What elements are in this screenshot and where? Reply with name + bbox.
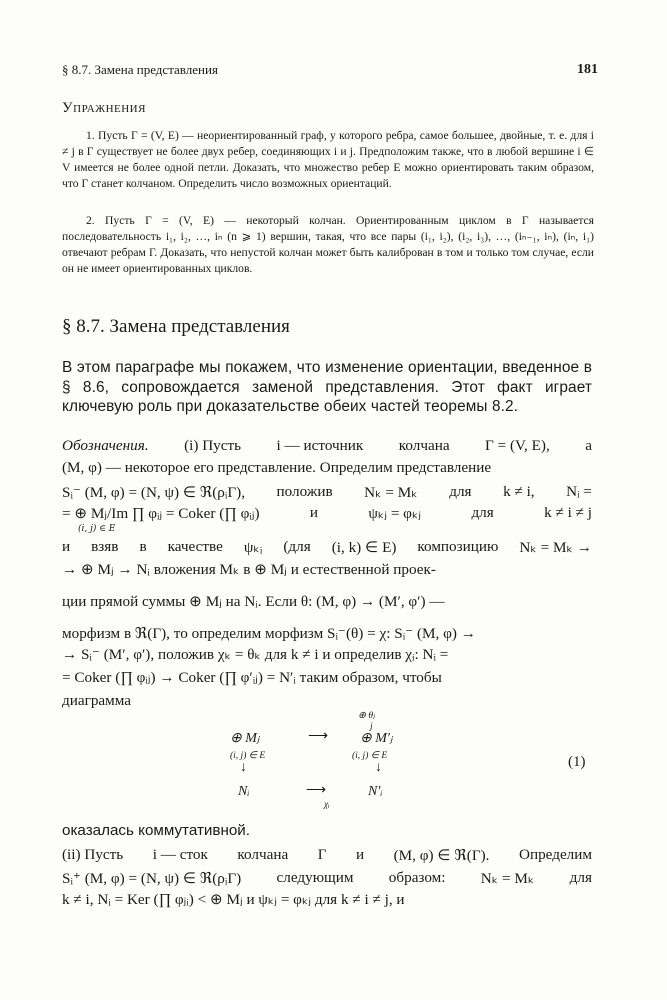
text-fragment: и xyxy=(355,846,365,863)
closing-line: оказалась коммутативной. xyxy=(62,822,250,839)
text-fragment: (ii) Пусть xyxy=(62,846,124,863)
commutative-diagram xyxy=(200,708,600,818)
top-left-node: ⊕ Mⱼ xyxy=(230,731,260,746)
arrow-down-icon: ↓ xyxy=(375,760,382,775)
exercises-heading: Упражнения xyxy=(62,100,146,116)
text-fragment: для xyxy=(471,504,494,521)
text-fragment: взяв xyxy=(91,538,119,555)
text-fragment: Определим xyxy=(518,846,592,863)
text-fragment: колчана xyxy=(237,846,289,863)
text-fragment: i — источник xyxy=(276,437,364,454)
body-line-1 xyxy=(62,437,592,455)
text-fragment: Nₖ = Mₖ → xyxy=(519,539,592,556)
text-fragment: композицию xyxy=(417,538,499,555)
body-line-11: диаграмма xyxy=(62,692,132,709)
text-fragment: k ≠ i ≠ j xyxy=(544,504,592,521)
bottom-left-node: Nᵢ xyxy=(238,784,250,799)
text-fragment: и xyxy=(62,538,71,555)
arrow-right-icon: ⟶ xyxy=(308,729,329,744)
body-line-4 xyxy=(62,504,592,523)
body-line-2: (M, φ) — некоторое его представление. Определим представление xyxy=(62,459,492,476)
text-fragment: Sᵢ⁻ (M, φ) = (N, ψ) ∈ ℜ(ρᵢΓ), xyxy=(62,484,246,501)
bottom-arrow-label: χᵢ xyxy=(324,800,330,810)
text-fragment: k ≠ i, xyxy=(503,483,535,500)
text-fragment: колчана xyxy=(398,437,450,454)
text-fragment: Nₖ = Mₖ xyxy=(480,870,535,887)
top-right-node: ⊕ M′ⱼ xyxy=(360,731,393,746)
text-fragment: ψₖᵢ xyxy=(243,539,263,556)
sum-index: (i, j) ∈ E xyxy=(78,524,116,534)
body-line-5 xyxy=(62,538,592,557)
text-fragment: Nₖ = Mₖ xyxy=(364,484,418,501)
bottom-right-node: N′ᵢ xyxy=(368,784,383,799)
text-fragment: образом: xyxy=(388,869,446,886)
top-arrow-index: j xyxy=(370,722,373,732)
text-fragment: для xyxy=(569,869,592,886)
text-fragment: (i, k) ∈ E) xyxy=(331,539,397,556)
text-fragment: = ⊕ Mⱼ/Im ∏ φᵢⱼ = Coker (∏ φᵢⱼ) xyxy=(62,505,260,522)
body-line-6: → ⊕ Mⱼ → Nᵢ вложения Mₖ в ⊕ Mⱼ и естественной проек- xyxy=(62,561,436,578)
text-fragment: качестве xyxy=(167,538,223,555)
top-left-index: (i, j) ∈ E xyxy=(230,751,266,761)
arrow-right-icon: ⟶ xyxy=(306,783,327,798)
running-head-title: § 8.7. Замена представления xyxy=(62,62,218,77)
text-fragment: i — сток xyxy=(152,846,208,863)
running-head xyxy=(62,62,598,78)
body-line-14: k ≠ i, Nᵢ = Ker (∏ φⱼᵢ) < ⊕ Mⱼ и ψₖⱼ = φₖⱼ для k ≠ i ≠ j, и xyxy=(62,891,405,908)
text-fragment: а xyxy=(585,437,592,454)
text-fragment: (для xyxy=(283,538,311,555)
text-fragment: Γ = (V, E), xyxy=(485,437,550,454)
section-title: § 8.7. Замена представления xyxy=(62,316,290,337)
body-line-10: = Coker (∏ φᵢⱼ) → Coker (∏ φ′ᵢⱼ) = N′ᵢ таким образом, чтобы xyxy=(62,669,442,686)
text-fragment: Sᵢ⁺ (M, φ) = (N, ψ) ∈ ℜ(ρᵢΓ) xyxy=(62,870,242,887)
text-fragment: и xyxy=(309,504,319,521)
text-fragment: (M, φ) ∈ ℜ(Γ). xyxy=(393,847,490,864)
top-arrow-label: ⊕ θⱼ xyxy=(358,711,375,721)
text-fragment: следующим xyxy=(276,869,354,886)
page-number: 181 xyxy=(577,62,598,77)
arrow-down-icon: ↓ xyxy=(240,760,247,775)
body-line-12 xyxy=(62,846,592,865)
exercise-1: 1. Пусть Γ = (V, E) — неориентированный граф, у которого ребра, самое большее, двойные, т. е. для i ≠ j в Γ существует не более двух ребер, соединяющих i и j. Предположим также, что в любой вершине i ∈ V имеется не более одной петли. Доказать, что множество ребер E можно ориентировать таким образом, что Γ станет колчаном. Определить число возможных ориентаций. xyxy=(62,129,594,190)
body-line-9: → Sᵢ⁻ (M′, φ′), положив χₖ = θₖ для k ≠ i и определив χᵢ: Nᵢ = xyxy=(62,646,449,663)
section-intro: В этом параграфе мы покажем, что изменение ориентации, введенное в § 8.6, сопровождается заменой представления. Этот факт играет ключевую роль при доказательстве обеих частей теоремы 8.2. xyxy=(62,359,592,415)
term-notation: Обозначения. xyxy=(62,437,149,454)
top-right-index: (i, j) ∈ E xyxy=(352,751,388,761)
text-fragment: (i) Пусть xyxy=(184,437,242,454)
text-fragment: Γ xyxy=(317,846,327,863)
text-fragment: положив xyxy=(276,483,333,500)
text-fragment: ψₖⱼ = φₖⱼ xyxy=(368,505,422,522)
equation-number: (1) xyxy=(568,754,586,770)
body-line-8: морфизм в ℜ(Γ), то определим морфизм Sᵢ⁻(θ) = χ: Sᵢ⁻ (M, φ) → xyxy=(62,625,476,642)
text-fragment: в xyxy=(139,538,147,555)
text-fragment: для xyxy=(449,483,472,500)
body-line-3 xyxy=(62,483,592,502)
body-line-7: ции прямой суммы ⊕ Mⱼ на Nᵢ. Если θ: (M, φ) → (M′, φ′) — xyxy=(62,593,445,610)
text-fragment: Nᵢ = xyxy=(566,483,592,500)
body-line-13 xyxy=(62,869,592,888)
exercise-2: 2. Пусть Γ = (V, E) — некоторый колчан. Ориентированным циклом в Γ называется последовательность i₁, i₂, …, iₙ (n ⩾ 1) вершин, такая, что все пары (i₁, i₂), (i₂, i₃), …, (iₙ₋₁, iₙ), (iₙ, i₁) отвечают ребрам Γ. Доказать, что непустой колчан может быть калиброван в том и только том случае, если он не имеет ориентированных циклов. xyxy=(62,214,594,275)
